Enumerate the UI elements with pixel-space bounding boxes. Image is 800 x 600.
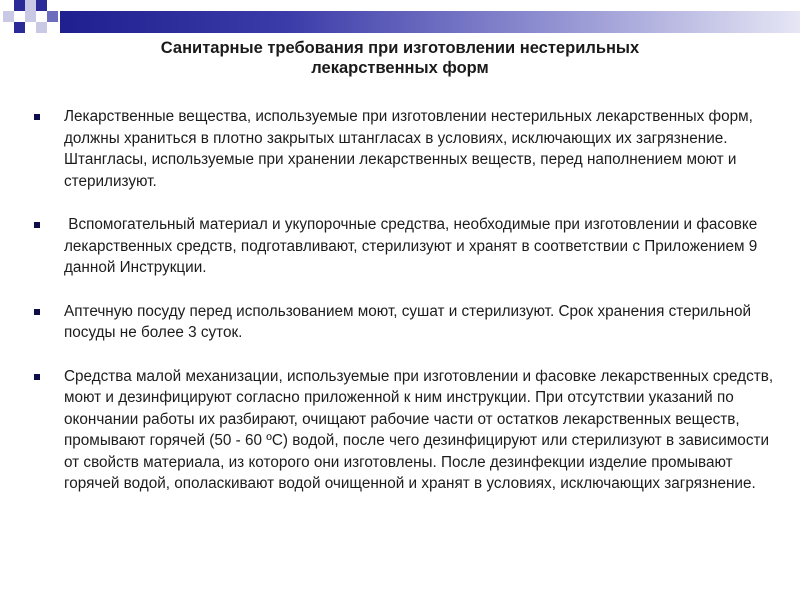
bullet-text: Вспомогательный материал и укупорочные средства, необходимые при изготовлении и фасовке лекарственных средств, подготавливают, стерилизуют и хранят в соответствии с Приложением 9 данной Инструкции. <box>64 216 762 276</box>
square-bullet-icon <box>34 114 40 120</box>
decor-square <box>14 0 25 11</box>
slide-title-line: Санитарные требования при изготовлении нестерильных <box>160 39 640 57</box>
decor-square <box>3 11 14 22</box>
bullet-text: Аптечную посуду перед использованием моют, сушат и стерилизуют. Срок хранения стерильной посуды не более 3 суток. <box>64 302 752 341</box>
decor-square <box>36 22 47 33</box>
decor-square <box>25 11 36 22</box>
bullet-item <box>34 214 774 279</box>
square-bullet-icon <box>34 374 40 380</box>
slide-title-line: лекарственных форм <box>311 59 489 77</box>
decor-square <box>36 0 47 11</box>
decor-square <box>14 22 25 33</box>
slide-title <box>80 38 720 78</box>
header-decoration <box>0 0 800 38</box>
bullet-text: Средства малой механизации, используемые при изготовлении и фасовке лекарственных средств, моют и дезинфицируют согласно приложенной к ним инструкции. При отсутствии указаний по окончании работы их разбирают, очищают рабочие части от остатков лекарственных веществ, промывают горячей (50 - 60 ºС) водой, после чего дезинфицируют или стерилизуют в зависимости от свойств материала, из которого они изготовлены. После дезинфекции изделие промывают горячей водой, ополаскивают водой очищенной и хранят в условиях, исключающих загрязнение. <box>64 367 774 492</box>
bullet-item <box>34 106 774 192</box>
bullet-list <box>34 106 774 517</box>
square-bullet-icon <box>34 309 40 315</box>
header-gradient-bar <box>60 11 800 33</box>
decor-square <box>47 11 58 22</box>
bullet-text: Лекарственные вещества, используемые при изготовлении нестерильных лекарственных форм, должны храниться в плотно закрытых штангласах в условиях, исключающих их загрязнение. Штангласы, используемые при хранении лекарственных веществ, перед наполнением моют и стерилизуют. <box>64 108 753 190</box>
square-bullet-icon <box>34 222 40 228</box>
decor-square <box>25 0 36 11</box>
bullet-item <box>34 366 774 495</box>
bullet-item <box>34 301 774 344</box>
